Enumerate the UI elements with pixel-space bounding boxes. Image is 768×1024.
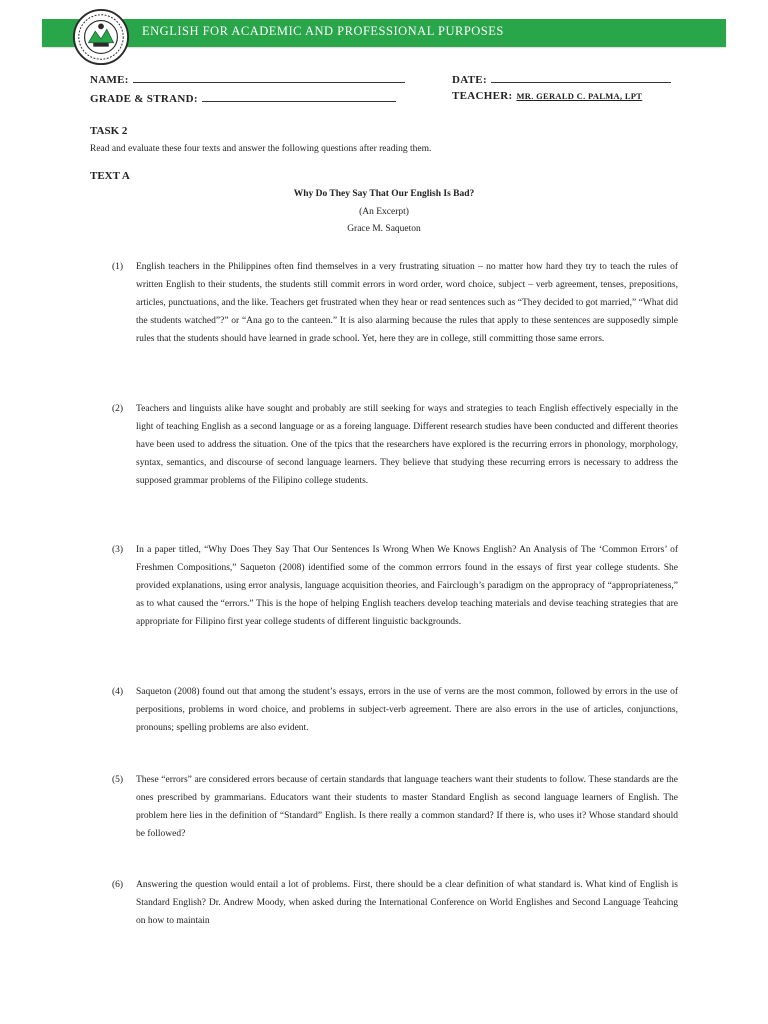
- text-a-title: Why Do They Say That Our English Is Bad?: [293, 189, 475, 199]
- paragraph-number: (2): [112, 404, 124, 414]
- text-a-author: Grace M. Saqueton: [347, 224, 421, 234]
- paragraph-5: [112, 771, 678, 843]
- grade-strand-label: GRADE & STRAND:: [90, 93, 198, 105]
- paragraph-number: (3): [112, 545, 124, 555]
- date-label: DATE:: [452, 74, 487, 86]
- paragraph-1: [112, 258, 678, 348]
- task-label: TASK 2: [90, 125, 128, 137]
- paragraph-6: [112, 876, 678, 930]
- grade-strand-blank[interactable]: [202, 90, 396, 102]
- paragraph-text: In a paper titled, “Why Does They Say That Our Sentences Is Wrong When We Knows English? An Analysis of The ‘Common Errors’ of Freshmen Compositions,” Saqueton (2008) identified some of the common errrors found in the essays of first year college students. She provided explanations, using error analysis, language acquisition theories, and Fairclough’s paradigm on the appropracy of “appropriateness,” as to what caused the “errors.” This is the hope of helping English teachers develop teaching materials and devise teaching strategies that are appropriate for Filipino first year college students of different linguistic backgrounds.: [136, 545, 678, 627]
- page-header: [0, 0, 768, 64]
- text-a-subtitle: (An Excerpt): [359, 207, 409, 217]
- school-seal-icon: [72, 8, 130, 66]
- paragraph-number: (1): [112, 262, 124, 272]
- paragraph-text: Saqueton (2008) found out that among the student’s essays, errors in the use of verns are the most common, followed by errors in the use of perpositions, problems in word choice, and problems in subject-verb agreement. There are also errors in the use of articles, conjunctions, pronouns; spelling problems are also evident.: [136, 687, 678, 733]
- header-title: ENGLISH FOR ACADEMIC AND PROFESSIONAL PURPOSES: [142, 24, 504, 38]
- name-label: NAME:: [90, 74, 129, 86]
- date-field: [452, 71, 671, 86]
- paragraph-number: (4): [112, 687, 124, 697]
- paragraph-4: [112, 683, 678, 737]
- text-a-label: TEXT A: [90, 170, 130, 182]
- name-field: [90, 71, 405, 86]
- paragraph-text: Answering the question would entail a lot of problems. First, there should be a clear definition of what standard is. What kind of English is Standard English? Dr. Andrew Moody, when asked during the International Conference on World Englishes and Second Language Teahcing on how to maintain: [136, 880, 678, 926]
- date-blank[interactable]: [491, 71, 671, 83]
- paragraph-text: Teachers and linguists alike have sought and probably are still seeking for ways and strategies to teach English effectively especially in the light of teaching English as a second language or as a foreing language. Different research studies have been conducted and different theories have been used to address the situation. One of the tpics that the researchers have explored is the recurring errors in phonology, morphology, syntax, semantics, and discourse of second language learners. They believe that studying these recurring errors is necessary to address the supposed grammar problems of the Filipino college students.: [136, 404, 678, 486]
- teacher-field: [452, 90, 642, 102]
- grade-strand-field: [90, 90, 396, 105]
- paragraph-text: These “errors” are considered errors because of certain standards that language teachers want their students to follow. These standards are the ones prescribed by grammarians. Educators want their students to master Standard English as second language learners of English. The problem here lies in the definition of “Standard” English. Is there really a common standard? If there is, who uses it? Whose standard should be followed?: [136, 775, 678, 839]
- paragraph-text: English teachers in the Philippines often find themselves in a very frustrating situation – no matter how hard they try to teach the rules of written English to their students, the students still commit errors in word order, word choice, subject – verb agreement, tenses, prepositions, articles, punctuations, and the like. Teachers get frustrated when they hear or read sentences such as “They decided to got married,” “What did the students watched”?” or “Ana go to the canteen.” It is also alarming because the rules that apply to these sentences are supposedly simple rules that the students should have learned in grade school. Yet, here they are in college, still committing those same errors.: [136, 262, 678, 344]
- paragraph-number: (6): [112, 880, 124, 890]
- name-blank[interactable]: [133, 71, 405, 83]
- paragraph-3: [112, 541, 678, 631]
- teacher-label: TEACHER:: [452, 90, 513, 102]
- paragraph-2: [112, 400, 678, 490]
- teacher-name: MR. GERALD C. PALMA, LPT: [516, 91, 643, 101]
- task-instructions: Read and evaluate these four texts and answer the following questions after reading them.: [90, 144, 432, 154]
- paragraph-number: (5): [112, 775, 124, 785]
